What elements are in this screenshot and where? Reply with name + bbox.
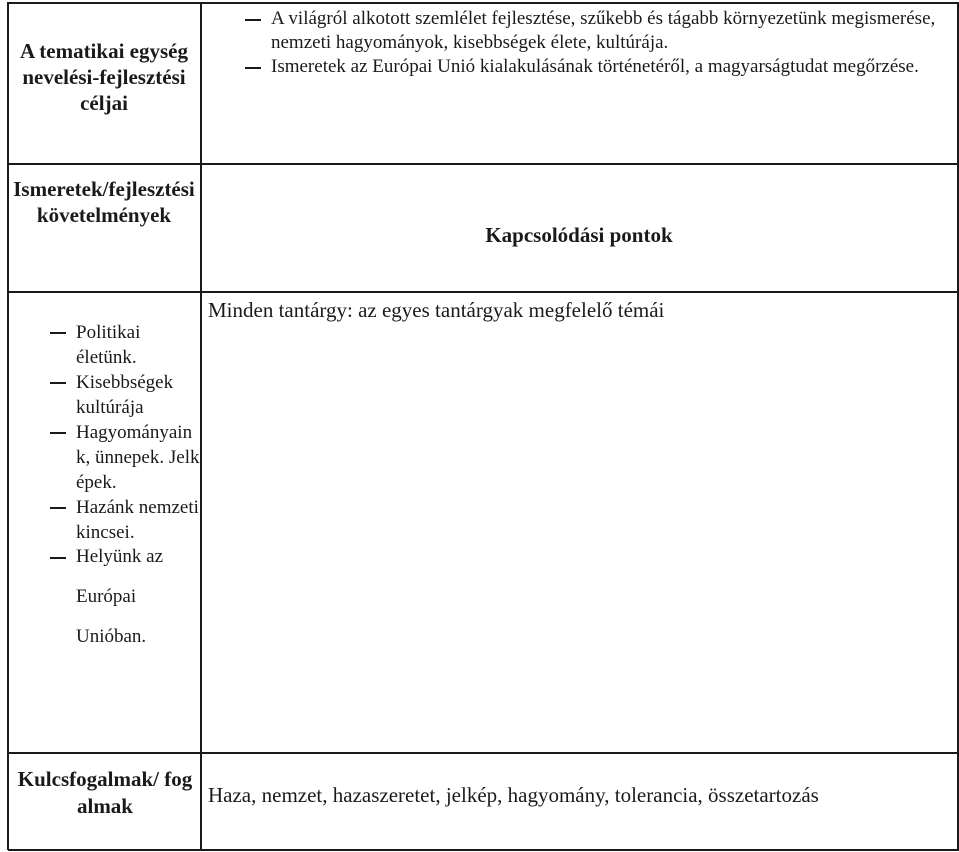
table-border-bottom bbox=[8, 849, 959, 851]
requirements-cell bbox=[12, 320, 200, 657]
goal-item bbox=[205, 7, 955, 55]
requirement-item bbox=[12, 420, 200, 495]
requirement-text: Kisebbségek kultúrája bbox=[76, 372, 174, 418]
goal-text: Ismeretek az Európai Unió kialakulásának történetéről, a magyarságtudat megőrzése. bbox=[271, 56, 919, 77]
concepts-text: Haza, nemzet, hazaszeretet, jelkép, hagyomány, tolerancia, összetartozás bbox=[208, 783, 819, 807]
goal-item bbox=[205, 55, 955, 79]
column-divider bbox=[200, 2, 202, 850]
requirement-item bbox=[12, 545, 200, 657]
requirements-list bbox=[12, 320, 200, 657]
goals-cell bbox=[205, 7, 955, 79]
connections-cell bbox=[208, 297, 956, 323]
connections-text: Minden tantárgy: az egyes tantárgyak megfelelő témái bbox=[208, 298, 665, 322]
row-divider-header bbox=[8, 291, 959, 293]
requirement-text: Hazánk nemzeti kincsei. bbox=[76, 497, 199, 543]
table-border-top bbox=[8, 2, 959, 4]
requirement-item bbox=[12, 370, 200, 420]
table-border-left bbox=[7, 2, 9, 850]
goal-text: A világról alkotott szemlélet fejlesztése, szűkebb és tágabb környezetünk megismerése, nemzeti hagyományok, kisebbségek élete, kultúrája. bbox=[271, 8, 936, 53]
goals-list bbox=[205, 7, 955, 79]
dash-icon bbox=[50, 557, 66, 559]
requirement-text: Politikai életünk. bbox=[76, 322, 141, 368]
dash-icon bbox=[245, 67, 261, 69]
concepts-label-cell bbox=[14, 766, 196, 820]
dash-icon bbox=[245, 19, 261, 21]
requirement-text: Helyünk az Európai Unióban. bbox=[76, 546, 164, 647]
requirement-item bbox=[12, 320, 200, 370]
dash-icon bbox=[50, 332, 66, 334]
connections-header: Kapcsolódási pontok bbox=[485, 223, 673, 247]
row-divider-1 bbox=[8, 163, 959, 165]
goals-label-cell bbox=[10, 38, 198, 116]
dash-icon bbox=[50, 432, 66, 434]
requirements-header: Ismeretek/fejlesztési követelmények bbox=[13, 177, 195, 227]
requirements-header-cell bbox=[12, 176, 196, 228]
dash-icon bbox=[50, 382, 66, 384]
connections-header-cell bbox=[203, 222, 955, 248]
dash-icon bbox=[50, 507, 66, 509]
requirement-text: Hagyományaink, ünnepek. Jelképek. bbox=[76, 422, 200, 493]
table-border-right bbox=[957, 2, 959, 850]
concepts-label: Kulcsfogalmak/ fogalmak bbox=[17, 767, 193, 818]
concepts-cell bbox=[208, 782, 956, 808]
goals-label: A tematikai egység nevelési-fejlesztési céljai bbox=[20, 39, 188, 115]
row-divider-3 bbox=[8, 752, 959, 754]
